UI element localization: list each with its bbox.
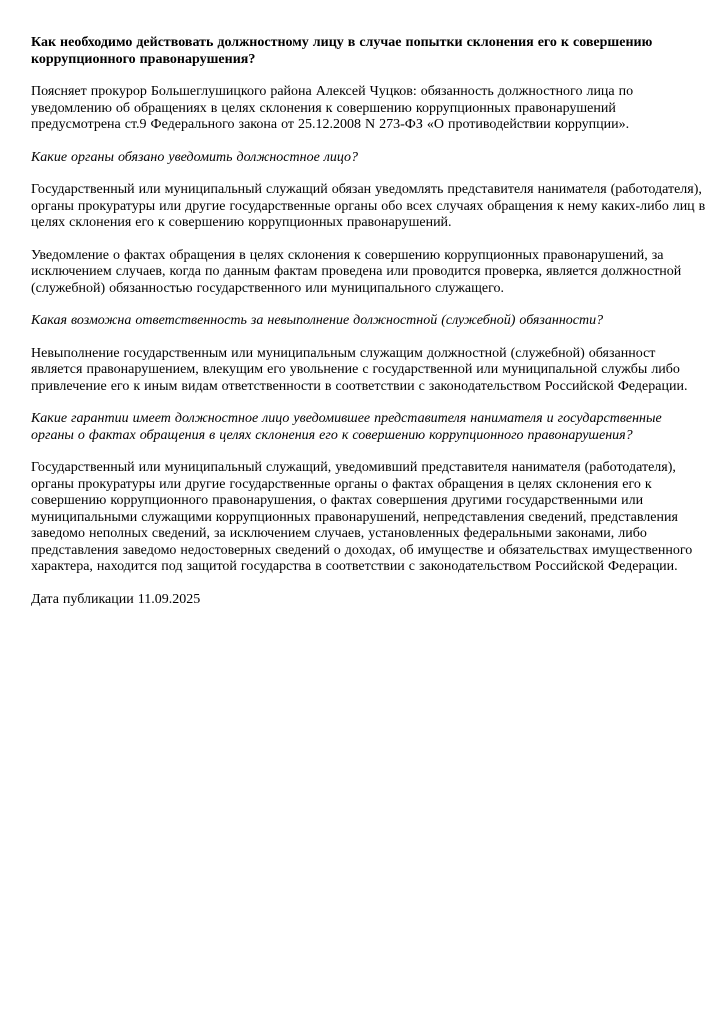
answer-1-paragraph-1: Государственный или муниципальный служащий обязан уведомлять представителя нанимателя (работодателя), органы прокуратуры или другие государственные органы обо всех случаях обращения к нему каких-либо лиц в целях склонения его к совершению коррупционных правонарушений. (31, 182, 706, 230)
answer-3-paragraph: Государственный или муниципальный служащий, уведомивший представителя нанимателя (работодателя), органы прокуратуры или другие государственные органы о фактах обращения в целях склонения его к совершению коррупционного правонарушения, о фактах совершения другими государственными или муниципальными служащими коррупционных правонарушений, непредставления сведений, представления заведомо неполных сведений, за исключением случаев, установленных федеральными законами, либо представления заведомо недостоверных сведений о доходах, об имуществе и обязательствах имущественного характера, находится под защитой государства в соответствии с законодательством Российской Федерации. (31, 460, 693, 574)
question-2: Какая возможна ответственность за невыполнение должностной (служебной) обязанности? (31, 313, 604, 328)
publication-date-line (31, 592, 707, 609)
answer-2-paragraph: Невыполнение государственным или муниципальным служащим должностной (служебной) обязанност является правонарушением, влекущим его увольнение с государственной или муниципальной службы либо привлечение его к иным видам ответственности в соответствии с законодательством Российской Федерации. (31, 345, 688, 394)
question-1: Какие органы обязано уведомить должностное лицо? (31, 149, 359, 165)
intro-paragraph: Поясняет прокурор Большеглушицкого района Алексей Чуцков: обязанность должностного лица по уведомлению об обращениях в целях склонения к совершению коррупционных правонарушений предусмотрена ст.9 Федерального закона от 25.12.2008 N 273-ФЗ «О противодействии коррупции». (31, 84, 634, 132)
question-3: Какие гарантии имеет должностное лицо уведомившее представителя нанимателя и государственные органы о фактах обращения в целях склонения его к совершению коррупционного правонарушения? (31, 411, 662, 443)
answer-1-paragraph-2: Уведомление о фактах обращения в целях склонения к совершению коррупционных правонарушений, за исключением случаев, когда по данным фактам проведена или проводится проверка, является должностной (служебной) обязанностью государственного или муниципального служащего. (31, 247, 682, 296)
publication-date-value: 11.09.2025 (137, 591, 201, 607)
publication-date-label: Дата публикации (31, 591, 134, 607)
document-title: Как необходимо действовать должностному лицу в случае попытки склонения его к совершению коррупционного правонарушения? (31, 35, 653, 67)
